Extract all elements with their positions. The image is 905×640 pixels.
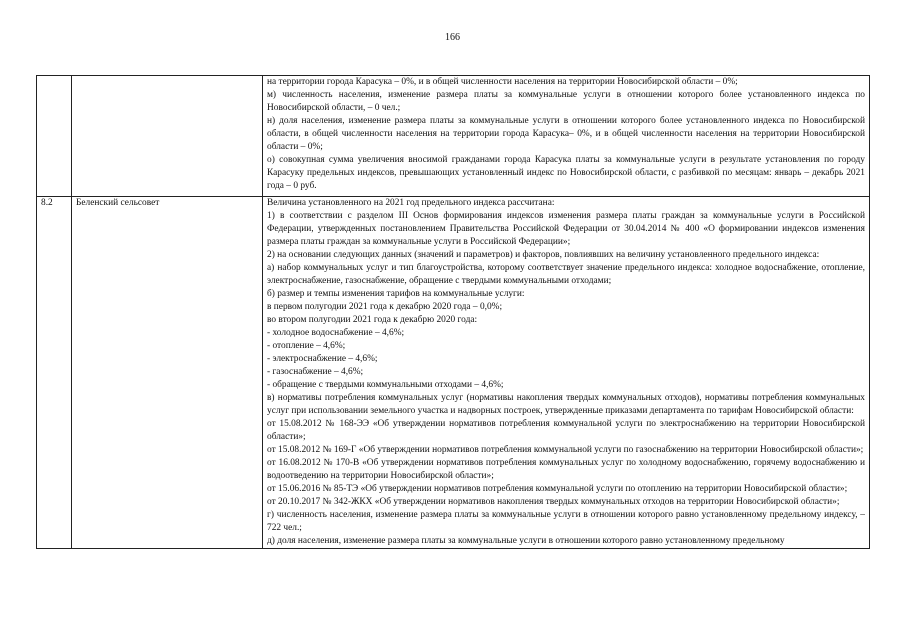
paragraph: г) численность населения, изменение размера платы за коммунальные услуги в отношении которого равно установленному предельному индексу, – 722 чел.; [267,510,865,533]
paragraph: о) совокупная сумма увеличения вносимой гражданами города Карасука платы за коммунальные услуги в результате установления по городу Карасуку предельных индексов, превышающих установленный индекс по Новосибирской области, с разбивкой по месяцам: январь – декабрь 2021 года – 0 руб. [267,155,865,191]
paragraph: - газоснабжение – 4,6%; [267,367,364,377]
paragraph: н) доля населения, изменение размера платы за коммунальные услуги в отношении которого более установленного индекса по Новосибирской области, в общей численности населения на территории города Карасука– 0%, и в общей численности населения на территории Новосибирской области – 0%; [267,116,865,152]
paragraph: во втором полугодии 2021 года к декабрю 2020 года: [267,315,478,325]
paragraph: - электроснабжение – 4,6%; [267,354,378,364]
paragraph: в первом полугодии 2021 года к декабрю 2020 года – 0,0%; [267,302,503,312]
paragraph: а) набор коммунальных услуг и тип благоустройства, которому соответствует значение предельного индекса: холодное водоснабжение, отопление, электроснабжение, газоснабжение, обращение с твердыми коммунальными отходами; [267,263,865,286]
table-row [37,197,870,549]
paragraph: б) размер и темпы изменения тарифов на коммунальные услуги: [267,289,525,299]
description-cell [263,76,870,197]
paragraph: в) нормативы потребления коммунальных услуг (нормативы накопления твердых коммунальных отходов), нормативы потребления коммунальных услуг при использовании земельного участка и надворных построек, утвержденные приказами департамента по тарифам Новосибирской области: [267,393,865,416]
paragraph: - холодное водоснабжение – 4,6%; [267,328,405,338]
page-number: 166 [445,32,460,43]
paragraph: Величина установленного на 2021 год предельного индекса рассчитана: [267,198,555,208]
paragraph: от 15.06.2016 № 85-ТЭ «Об утверждении нормативов потребления коммунальной услуги по отоплению на территории Новосибирской области»; [267,484,848,494]
paragraph: от 20.10.2017 № 342-ЖКХ «Об утверждении нормативов накопления твердых коммунальных отходов на территории Новосибирской области»; [267,497,840,507]
paragraph: от 15.08.2012 № 169-Г «Об утверждении нормативов потребления коммунальной услуги по газоснабжению на территории Новосибирской области»; [267,445,864,455]
row-number-cell [37,76,72,197]
description-cell [263,197,870,549]
paragraph: м) численность населения, изменение размера платы за коммунальные услуги в отношении которого более установленного индекса по Новосибирской области, – 0 чел.; [267,90,865,113]
table-row [37,76,870,197]
paragraph: д) доля населения, изменение размера платы за коммунальные услуги в отношении которого равно установленному предельному [267,536,785,546]
paragraph: - отопление – 4,6%; [267,341,346,351]
paragraph: 1) в соответствии с разделом III Основ формирования индексов изменения размера платы граждан за коммунальные услуги в Российской Федерации, утвержденных постановлением Правительства Российской Федерации от 30.04.2014 № 400 «О формировании индексов изменения размера платы граждан за коммунальные услуги в Российской Федерации»; [267,211,865,247]
row-number-cell: 8.2 [37,197,72,549]
paragraph: - обращение с твердыми коммунальными отходами – 4,6%; [267,380,504,390]
municipality-name-cell [72,76,263,197]
paragraph: от 15.08.2012 № 168-ЭЭ «Об утверждении нормативов потребления коммунальной услуги по электроснабжению на территории Новосибирской области»; [267,419,865,442]
municipality-name-cell: Беленский сельсовет [72,197,263,549]
paragraph: от 16.08.2012 № 170-В «Об утверждении нормативов потребления коммунальных услуг по холодному водоснабжению, горячему водоснабжению и водоотведению на территории Новосибирской области»; [267,458,865,481]
paragraph: на территории города Карасука – 0%, и в общей численности населения на территории Новосибирской области – 0%; [267,77,738,87]
index-table [36,75,870,549]
paragraph: 2) на основании следующих данных (значений и параметров) и факторов, повлиявших на величину установленного предельного индекса: [267,250,820,260]
